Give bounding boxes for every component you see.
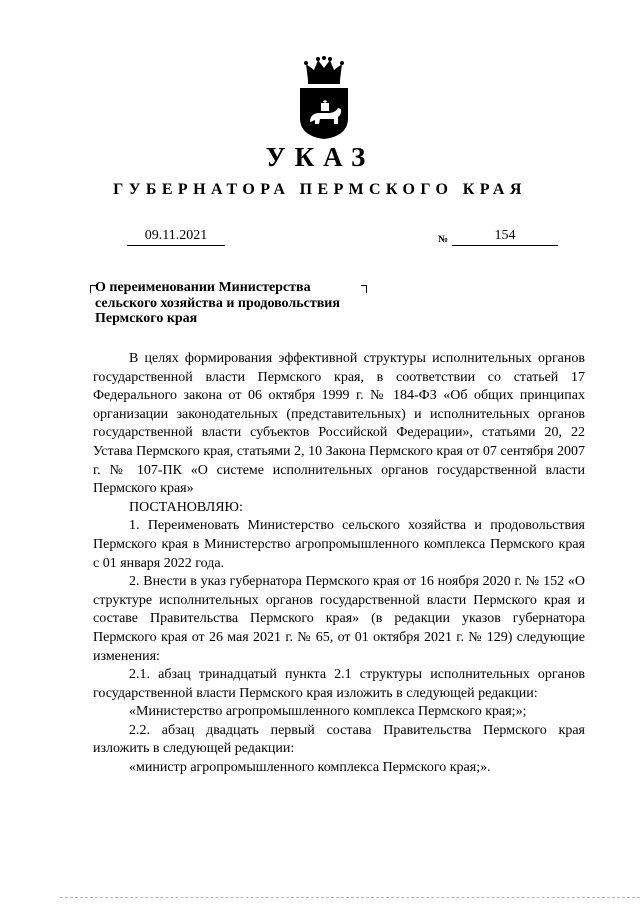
- number-field: [452, 226, 558, 246]
- item-2-1-quote: «Министерство агропромышленного комплекса Пермского края;»;: [129, 704, 527, 720]
- document-heading: [95, 280, 385, 327]
- number-sign: №: [438, 234, 449, 245]
- heading-line: О переименовании Министерства: [95, 280, 311, 295]
- item-2-2-paragraph: 2.2. абзац двадцать первый состава Правительства Пермского края изложить в следующей редакции:: [93, 722, 585, 757]
- document-subtitle: ГУБЕРНАТОРА ПЕРМСКОГО КРАЯ: [113, 181, 527, 198]
- item-2-2-quote: «министр агропромышленного комплекса Пермского края;».: [129, 760, 491, 776]
- item-2-1-paragraph: 2.1. абзац тринадцатый пункта 2.1 структуры исполнительных органов государственной власти Пермского края изложить в следующей редакции:: [93, 667, 585, 701]
- resolution-word: ПОСТАНОВЛЯЮ:: [129, 499, 243, 515]
- page-bottom-rule: [60, 897, 640, 898]
- heading-line: сельского хозяйства и продовольствия: [95, 295, 340, 311]
- document-title: УКАЗ: [265, 142, 375, 172]
- preamble-paragraph: В целях формирования эффективной структуры исполнительных органов государственной власти Пермского края, в соответствии со статьей 17 Федерального закона от 06 октября 1999 г. № 184-ФЗ «Об общих принципах организации законодательных (представительных) и исполнительных органов государственной власти субъектов Российской Федерации», статьями 20, 22 Устава Пермского края, статьями 2, 10 Закона Пермского края от 07 сентября 2007 г. № 107-ПК «О системе исполнительных органов государственной власти Пермского края»: [93, 351, 585, 497]
- item-1-paragraph: 1. Переименовать Министерство сельского хозяйства и продовольствия Пермского края в Министерство агропромышленного комплекса Пермского края с 01 января 2022 года.: [93, 518, 585, 571]
- date-field: [127, 226, 225, 246]
- perm-krai-coat-of-arms-icon: [298, 56, 350, 140]
- item-2-paragraph: 2. Внести в указ губернатора Пермского края от 16 ноября 2020 г. № 152 «О структуре исполнительных органов государственной власти Пермского края и составе Правительства Пермского края» (в редакции указов губернатора Пермского края от 26 мая 2021 г. № 65, от 01 октября 2021 г. № 129) следующие изменения:: [93, 574, 585, 664]
- document-number: 154: [494, 228, 516, 243]
- document-date: 09.11.2021: [144, 228, 208, 243]
- document-body: [93, 350, 585, 778]
- heading-line: Пермского края: [95, 311, 198, 326]
